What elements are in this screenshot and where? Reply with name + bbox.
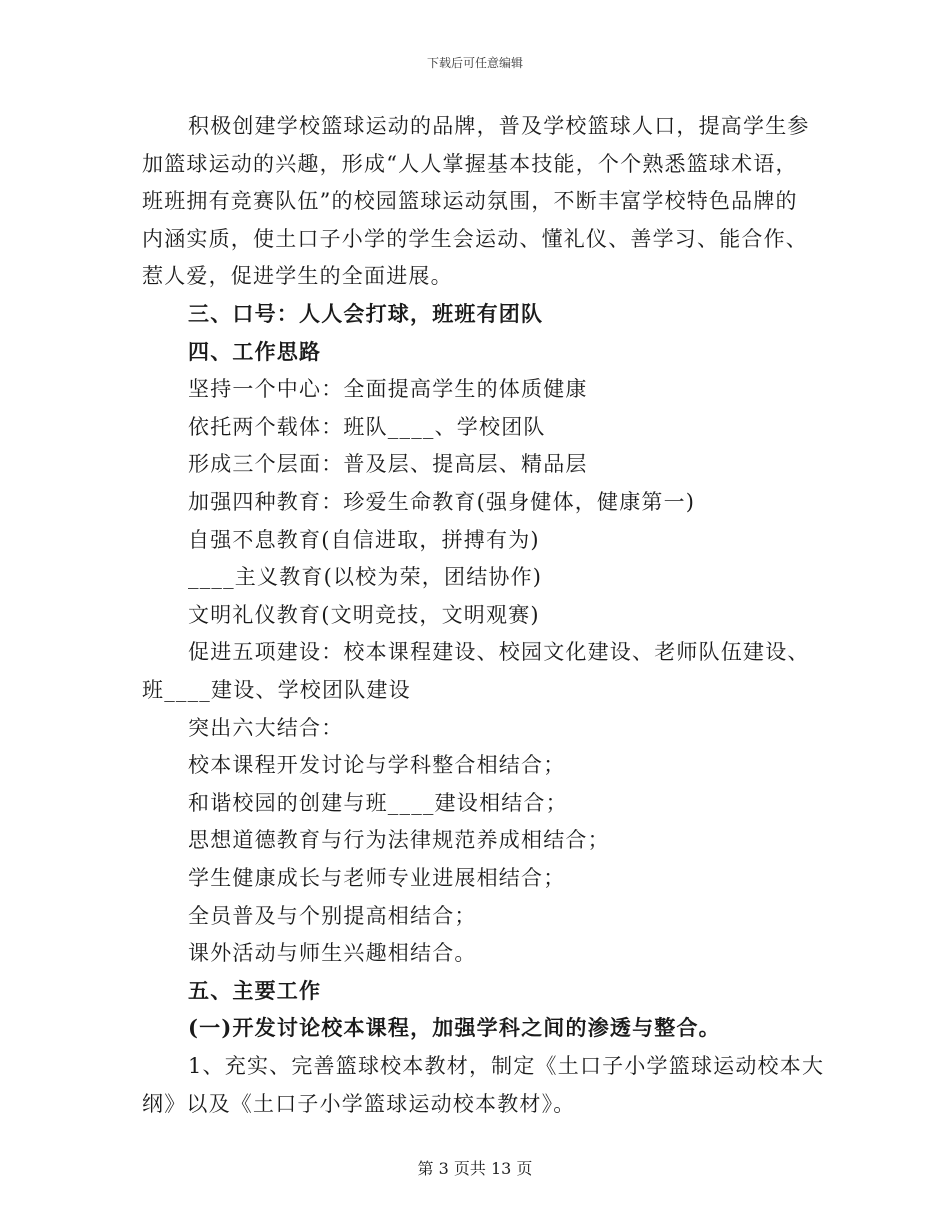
page-footer: 第 3 页共 13 页 (417, 1159, 533, 1178)
text-line: ____主义教育(以校为荣，团结协作) (188, 565, 543, 590)
text-line: 班____建设、学校团队建设 (142, 678, 411, 702)
text-line: 1、充实、完善篮球校本教材，制定《土口子小学篮球运动校本大 (188, 1054, 825, 1078)
section-heading-line: 四、工作思路 (188, 338, 322, 364)
text-line: 文明礼仪教育(文明竞技，文明观赛) (188, 602, 540, 627)
text-line: 班班拥有竞赛队伍”的校园篮球运动氛围，不断丰富学校特色品牌的 (142, 189, 798, 214)
text-line: 和谐校园的创建与班____建设相结合； (188, 790, 568, 815)
section-heading-line: 三、口号：人人会打球，班班有团队 (188, 301, 544, 326)
text-line: 加强四种教育：珍爱生命教育(强身健体，健康第一) (188, 490, 696, 514)
text-line: 自强不息教育(自信进取，拼搏有为) (188, 527, 540, 552)
section-heading-line: (一)开发讨论校本课程，加强学科之间的渗透与整合。 (188, 1015, 721, 1041)
text-line: 全员普及与个别提高相结合； (188, 903, 477, 928)
text-line: 促进五项建设：校本课程建设、校园文化建设、老师队伍建设、 (188, 640, 810, 665)
text-line: 内涵实质，使土口子小学的学生会运动、懂礼仪、善学习、能合作、 (142, 226, 808, 251)
text-line: 加篮球运动的兴趣，形成“人人掌握基本技能，个个熟悉篮球术语， (142, 151, 798, 176)
page-header: 下载后可任意编辑 (426, 56, 523, 70)
text-line: 坚持一个中心：全面提高学生的体质健康 (188, 377, 588, 402)
text-line: 校本课程开发讨论与学科整合相结合； (188, 753, 566, 778)
text-line: 学生健康成长与老师专业进展相结合； (188, 866, 566, 890)
text-line: 纲》以及《土口子小学篮球运动校本教材》。 (142, 1091, 576, 1116)
text-line: 惹人爱，促进学生的全面进展。 (142, 264, 453, 289)
text-line: 依托两个载体：班队____、学校团队 (188, 414, 546, 439)
text-line: 思想道德教育与行为法律规范养成相结合； (188, 828, 610, 853)
text-line: 课外活动与师生兴趣相结合。 (188, 941, 477, 966)
text-line: 积极创建学校篮球运动的品牌，普及学校篮球人口，提高学生参 (188, 114, 810, 138)
text-line: 形成三个层面：普及层、提高层、精品层 (188, 452, 588, 477)
text-line: 突出六大结合： (188, 715, 344, 740)
section-heading-line: 五、主要工作 (188, 977, 322, 1003)
